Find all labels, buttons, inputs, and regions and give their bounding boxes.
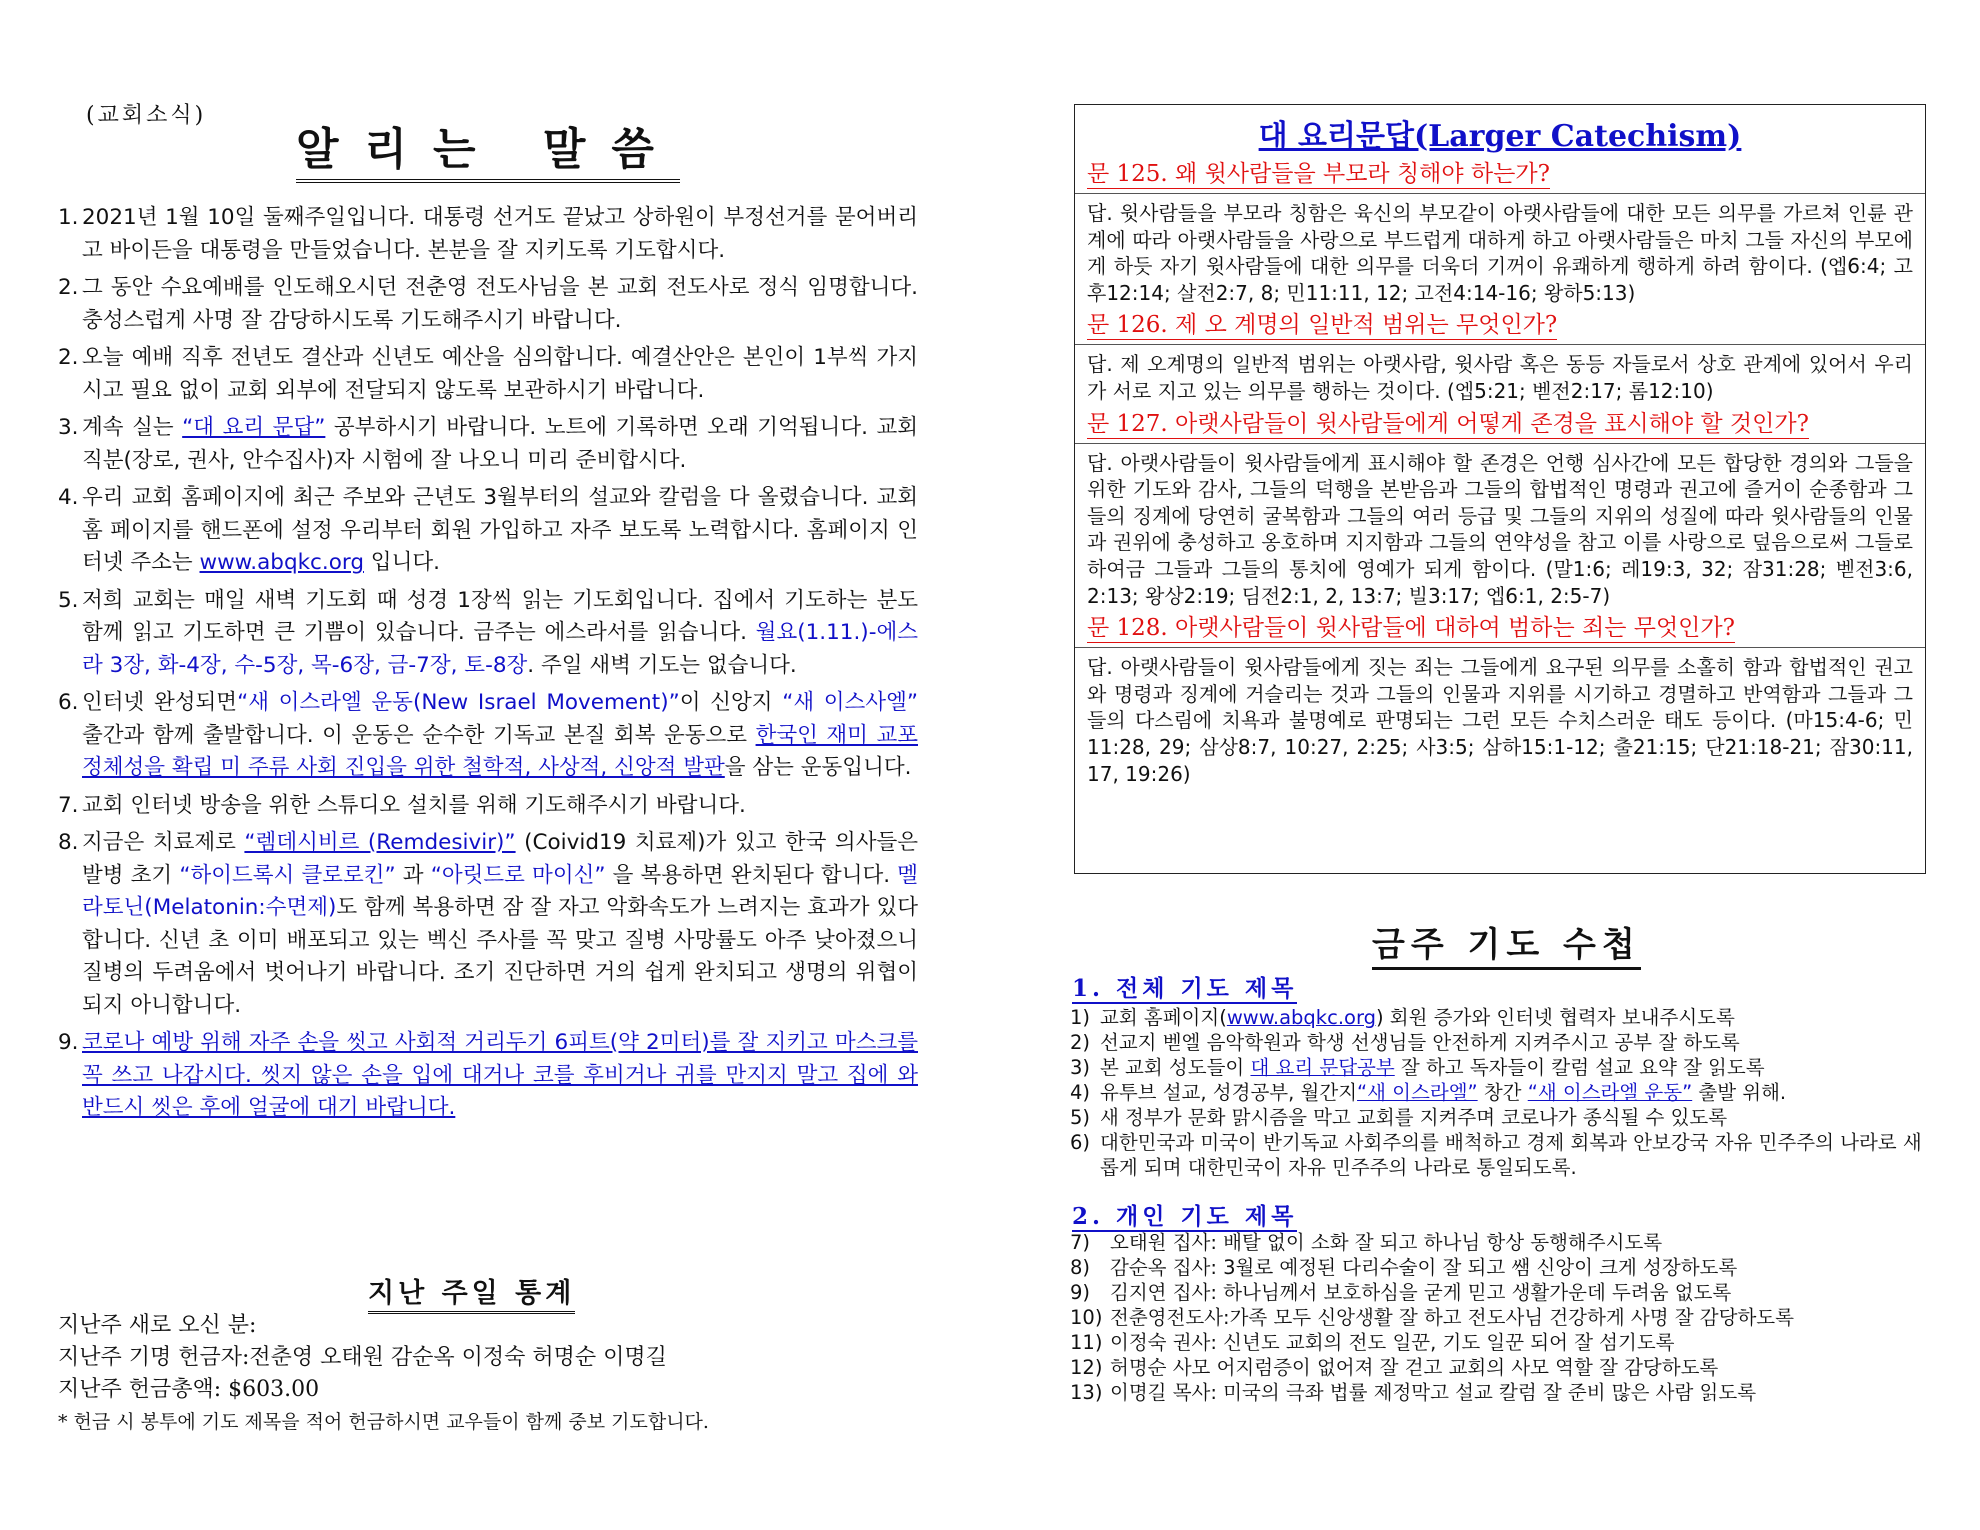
prayer-item-number: 11) <box>1070 1331 1103 1354</box>
announcements-title: 알리는 말씀 <box>296 124 680 183</box>
prayer-item-number: 1) <box>1070 1006 1091 1029</box>
prayer-item <box>1070 1230 1930 1255</box>
prayer-section2-list <box>1070 1230 1930 1405</box>
prayer-item-text: 오태원 집사: 배탈 없이 소화 잘 되고 하나님 항상 동행해주시도록 <box>1110 1231 1663 1254</box>
announcements-column <box>0 0 960 1530</box>
stats-named-givers: 지난주 기명 헌금자:전춘영 오태원 감순옥 이정숙 허명순 이명길 <box>58 1345 667 1370</box>
prayer-item-text: 유투브 설교, 성경공부, 월간지 <box>1100 1081 1358 1104</box>
prayer-item-text: 선교지 벧엘 음악학원과 학생 선생님들 안전하게 지켜주시고 공부 잘 하도록 <box>1100 1031 1740 1054</box>
announcement-item <box>58 342 918 407</box>
prayer-item <box>1070 1355 1930 1380</box>
prayer-section1-list <box>1070 1005 1930 1180</box>
prayer-item-text: www.abqkc.org <box>1226 1006 1376 1029</box>
prayer-item-number: 2) <box>1070 1031 1091 1054</box>
announcement-text: 을 삼는 운동입니다. <box>724 755 912 780</box>
catechism-qa-list <box>1075 159 1925 787</box>
announcement-text: 인터넷 완성되면 <box>82 690 238 715</box>
prayer-item-text: 대한민국과 미국이 반기독교 사회주의를 배척하고 경제 회복과 안보강국 자유 민주주의 나라로 새롭게 되며 대한민국이 자유 민주주의 나라로 통일되도록. <box>1100 1131 1922 1179</box>
announcement-item <box>58 827 918 1022</box>
prayer-item <box>1070 1330 1930 1355</box>
announcement-item <box>58 482 918 580</box>
announcement-number: 9. <box>58 1030 79 1055</box>
stats-title: 지난 주일 통계 <box>368 1276 575 1314</box>
announcement-item <box>58 687 918 785</box>
catechism-question-text: 문 126. 제 오 계명의 일반적 범위는 무엇인가? <box>1087 312 1558 339</box>
catechism-question <box>1087 613 1913 643</box>
announcement-number: 2. <box>58 345 79 370</box>
announcement-text: 우리 교회 홈페이지에 최근 주보와 근년도 3월부터의 설교와 칼럼을 다 올렸습니다. 교회 홈 페이지를 핸드폰에 설정 우리부터 회원 가입하고 자주 보도록 노력합시다. 홈페이지 인터넷 주소는 <box>82 485 918 575</box>
announcement-text: 도 함께 복용하면 잠 잘 자고 악화속도가 느려지는 효과가 있다 합니다. 신년 초 이미 배포되고 있는 벡신 주사를 꼭 맞고 질병 사망률도 아주 낮아졌으니 질병의 두려움에서 벗어나기 바랍니다. 조기 진단하면 거의 쉽게 완치되고 생명의 위협이 되지 아니합니다. <box>82 895 918 1018</box>
catechism-answer: 답. 아랫사람들이 윗사람들에게 표시해야 할 존경은 언행 심사간에 모든 합당한 경의와 그들을 위한 기도와 감사, 그들의 덕행을 본받음과 그들의 합법적인 명령과 권고에 즐거이 순종함과 그들의 징계에 당연히 굴복함과 그들의 여러 등급 및 그들의 지위의 성질에 따라 윗사람들의 인물과 권위에 충성하고 옹호하며 지지함과 그들의 연약성을 참고 이를 사랑으로 덮음으로써 그들로 하여금 그들과 그들의 통치에 영예가 되게 함이다. (말1:6; 레19:3, 32; 잠31:28; 벧전3:6, 2:13; 왕상2:19; 딤전2:1, 2, 13:7; 빌3:17; 엡6:1, 2:5-7) <box>1075 443 1925 610</box>
prayer-item-number: 4) <box>1070 1081 1091 1104</box>
church-news-tag: (교회소식) <box>86 103 207 128</box>
catechism-question <box>1087 409 1913 439</box>
prayer-item-text: 새 정부가 문화 맑시즘을 막고 교회를 지켜주며 코로나가 종식될 수 있도록 <box>1100 1106 1728 1129</box>
prayer-item <box>1070 1005 1930 1030</box>
announcement-text: 월요(1.11.)-에스라 3장, 화-4장, 수-5장, 목-6장, 금-7장, 토-8장 <box>82 620 918 678</box>
announcement-number: 8. <box>58 830 79 855</box>
prayer-item-text: 교회 홈페이지( <box>1100 1006 1227 1029</box>
announcement-text: “하이드록시 클로로킨” <box>179 862 396 888</box>
announcement-text: “새 이스라엘 운동(New Israel Movement)” <box>237 690 680 715</box>
stats-block <box>58 1310 938 1438</box>
announcement-item <box>58 202 918 267</box>
prayer-item <box>1070 1380 1930 1405</box>
announcement-text: “대 요리 문답” <box>182 415 326 440</box>
catechism-question-text: 문 128. 아랫사람들이 윗사람들에 대하여 범하는 죄는 무엇인가? <box>1087 615 1735 642</box>
prayer-section1-title-text: 1. 전체 기도 제목 <box>1072 975 1298 1002</box>
prayer-item-number: 13) <box>1070 1381 1103 1404</box>
announcement-number: 4. <box>58 485 79 510</box>
announcement-text: 을 복용하면 완치된다 합니다. <box>605 862 898 888</box>
prayer-item <box>1070 1130 1930 1180</box>
prayer-item-number: 9) <box>1070 1281 1091 1304</box>
prayer-item-text: “새 이스라엘 운동” <box>1527 1081 1693 1104</box>
prayer-item <box>1070 1105 1930 1130</box>
announcement-text: 과 <box>395 862 431 888</box>
announcement-text: 계속 실는 <box>82 415 183 440</box>
prayer-item-text: 허명순 사모 어지럼증이 없어져 잘 걷고 교회의 사모 역할 잘 감당하도록 <box>1110 1356 1719 1379</box>
catechism-answer: 답. 제 오계명의 일반적 범위는 아랫사람, 윗사람 혹은 동등 자들로서 상호 관계에 있어서 우리가 서로 지고 있는 의무를 행하는 것이다. (엡5:21; 벧전2:17; 롬12:10) <box>1075 344 1925 404</box>
prayer-item-number: 6) <box>1070 1131 1091 1154</box>
prayer-item-number: 3) <box>1070 1056 1091 1079</box>
announcement-text: 오늘 예배 직후 전년도 결산과 신년도 예산을 심의합니다. 예결산안은 본인이 1부씩 가지시고 필요 없이 교회 외부에 전달되지 않도록 보관하시기 바랍니다. <box>82 345 918 403</box>
announcement-text: 공부하시기 바랍니다. 노트에 기록하면 오래 기억됩니다. 교회 직분(장로, 권사, 안수집사)자 시험에 잘 나오니 미리 준비합시다. <box>82 415 918 473</box>
announcement-item <box>58 790 918 823</box>
announcement-number: 1. <box>58 205 79 230</box>
announcement-text: 코로나 예방 위해 자주 손을 씻고 사회적 거리두기 6피트(약 2미터)를 잘 지키고 마스크를 꼭 쓰고 나갑시다. 씻지 않은 손을 입에 대거나 코를 후비거나 귀를 만지지 말고 집에 와 반드시 씻은 후에 얼굴에 대기 바랍니다. <box>82 1030 918 1120</box>
prayer-item <box>1070 1055 1930 1080</box>
catechism-question-text: 문 127. 아랫사람들이 윗사람들에게 어떻게 존경을 표시해야 할 것인가? <box>1087 410 1809 437</box>
announcement-text: 지금은 치료제로 <box>82 830 245 855</box>
prayer-item-text: 이명길 목사: 미국의 극좌 법률 제정막고 설교 칼럼 잘 준비 많은 사람 읽도록 <box>1110 1381 1757 1404</box>
announcement-text: “아릿드로 마이신” <box>430 862 606 888</box>
announcement-item <box>58 1027 918 1125</box>
catechism-answer: 답. 윗사람들을 부모라 칭함은 육신의 부모같이 아랫사람들에 대한 모든 의무를 가르쳐 인륜 관계에 따라 아랫사람들을 사랑으로 부드럽게 대하게 하고 아랫사람들은 마치 그들 자신의 부모에게 하듯 자기 윗사람들에 대한 의무를 더욱더 기꺼이 유쾌하게 행하게 하려 함이다. (엡6:4; 고후12:14; 살전2:7, 8; 민11:11, 12; 고전4:14-16; 왕하5:13) <box>1075 193 1925 306</box>
announcement-text: 저희 교회는 매일 새벽 기도회 때 성경 1장씩 읽는 기도회입니다. 집에서 기도하는 분도 함께 읽고 기도하면 큰 기쁨이 있습니다. 금주는 에스라서를 읽습니다. <box>82 587 918 645</box>
announcement-number: 2. <box>58 275 79 300</box>
announcement-number: 6. <box>58 690 79 715</box>
prayer-item-text: “새 이스라엘” <box>1357 1081 1478 1104</box>
prayer-item <box>1070 1305 1930 1330</box>
prayer-item-number: 8) <box>1070 1256 1091 1279</box>
announcement-number: 3. <box>58 415 79 440</box>
stats-note: * 헌금 시 봉투에 기도 제목을 적어 헌금하시면 교우들이 함께 중보 기도합니다. <box>58 1411 709 1433</box>
announcement-text: (Coivid19 치료제)가 있고 한국 의사들은 발병 초기 <box>82 830 918 888</box>
prayer-item-text: 전춘영전도사:가족 모두 신앙생활 잘 하고 전도사님 건강하게 사명 잘 감당하도록 <box>1110 1306 1794 1329</box>
prayer-item-text: 출발 위해. <box>1692 1081 1787 1104</box>
prayer-item-text: 본 교회 성도들이 <box>1100 1056 1251 1079</box>
prayer-item-number: 10) <box>1070 1306 1103 1329</box>
announcement-text: “렘데시비르 (Remdesivir)” <box>244 830 516 855</box>
prayer-section1-title <box>1072 970 1297 1003</box>
prayer-item-text: 이정숙 권사: 신년도 교회의 전도 일꾼, 기도 일꾼 되어 잘 섬기도록 <box>1110 1331 1675 1354</box>
announcement-item <box>58 412 918 477</box>
prayer-title: 금주 기도 수첩 <box>1372 924 1641 970</box>
stats-offering-total: 지난주 헌금총액: $603.00 <box>58 1377 320 1402</box>
announcement-text: 그 동안 수요예배를 인도해오시던 전춘영 전도사님을 본 교회 전도사로 정식 임명합니다. 충성스럽게 사명 잘 감당하시도록 기도해주시기 바랍니다. <box>82 275 918 333</box>
announcement-text: www.abqkc.org <box>199 550 364 575</box>
prayer-item-text: 창간 <box>1477 1081 1528 1104</box>
announcement-number: 7. <box>58 792 79 818</box>
prayer-item-text: 김지연 집사: 하나님께서 보호하심을 굳게 믿고 생활가운데 두려움 없도록 <box>1110 1281 1732 1304</box>
announcement-text: 출간과 함께 출발합니다. 이 운동은 순수한 기독교 본질 회복 운동으로 <box>82 722 756 748</box>
prayer-section2-title <box>1072 1198 1297 1231</box>
announcement-text: 한국인 재미 교포 정체성을 확립 미 주류 사회 진입을 위한 철학적, 사상적, 신앙적 발판 <box>82 722 918 780</box>
prayer-item <box>1070 1280 1930 1305</box>
catechism-question-text: 문 125. 왜 윗사람들을 부모라 칭해야 하는가? <box>1087 161 1550 187</box>
catechism-box <box>1074 104 1926 874</box>
announcement-text: 멜라토닌(Melatonin:수면제) <box>82 862 918 920</box>
prayer-item-text: 잘 하고 독자들이 칼럼 설교 요약 잘 읽도록 <box>1394 1056 1765 1079</box>
prayer-item-number: 5) <box>1070 1106 1091 1129</box>
announcement-text: “새 이스사엘” <box>782 690 918 715</box>
catechism-title-text: 대 요리문답(Larger Catechism) <box>1258 119 1742 154</box>
announcements-list <box>58 202 918 1130</box>
prayer-section2-title-text: 2. 개인 기도 제목 <box>1072 1203 1298 1230</box>
prayer-item <box>1070 1030 1930 1055</box>
announcement-text: 교회 인터넷 방송을 위한 스튜디오 설치를 위해 기도해주시기 바랍니다. <box>82 792 746 818</box>
prayer-item-text: 대 요리 문답공부 <box>1250 1056 1395 1079</box>
prayer-item <box>1070 1080 1930 1105</box>
prayer-item-number: 12) <box>1070 1356 1103 1379</box>
stats-new-visitors: 지난주 새로 오신 분: <box>58 1313 257 1338</box>
announcement-item <box>58 585 918 683</box>
announcement-text: 2021년 1월 10일 둘째주일입니다. 대통령 선거도 끝났고 상하원이 부정선거를 묻어버리고 바이든을 대통령을 만들었습니다. 본분을 잘 지키도록 기도합시다. <box>82 205 918 263</box>
announcement-number: 5. <box>58 587 79 613</box>
prayer-item <box>1070 1255 1930 1280</box>
prayer-item-text: ) 회원 증가와 인터넷 협력자 보내주시도록 <box>1376 1006 1735 1029</box>
prayer-item-text: 감순옥 집사: 3월로 예정된 다리수술이 잘 되고 쌤 신앙이 크게 성장하도록 <box>1110 1256 1738 1279</box>
prayer-item-number: 7) <box>1070 1231 1091 1254</box>
catechism-question <box>1087 310 1913 340</box>
catechism-title <box>1075 111 1925 155</box>
announcement-text: 이 신앙지 <box>679 690 783 715</box>
announcement-item <box>58 272 918 337</box>
catechism-question <box>1087 159 1913 189</box>
announcement-text: . 주일 새벽 기도는 없습니다. <box>527 652 797 678</box>
announcement-text: 입니다. <box>363 550 440 575</box>
catechism-answer: 답. 아랫사람들이 윗사람들에게 짓는 죄는 그들에게 요구된 의무를 소홀히 함과 합법적인 권고와 명령과 징계에 거슬리는 것과 그들의 인물과 지위를 시기하고 경멸하고 반역함과 그들과 그들의 다스림에 치욕과 불명예로 판명되는 그런 모든 수치스러운 태도 등이다. (마15:4-6; 민11:28, 29; 삼상8:7, 10:27, 2:25; 사3:5; 삼하15:1-12; 출21:15; 단21:18-21; 잠30:11, 17, 19:26) <box>1075 647 1925 787</box>
